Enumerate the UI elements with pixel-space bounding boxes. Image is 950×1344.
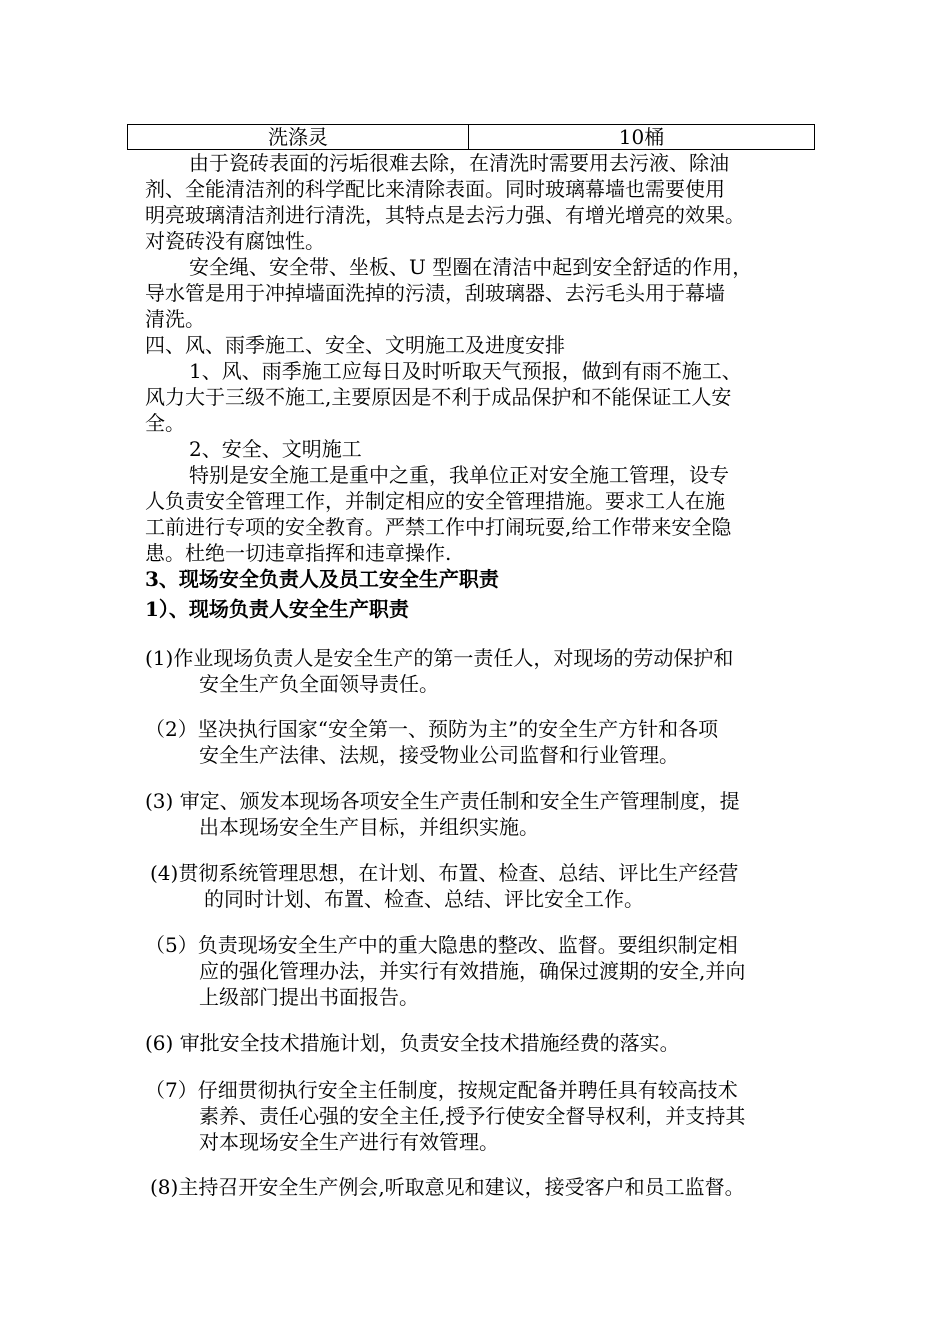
paragraph-line: 清洗。 xyxy=(145,307,205,331)
list-item-line: 应的强化管理办法，并实行有效措施，确保过渡期的安全,并向 xyxy=(199,959,746,983)
list-item-line: 素养、责任心强的安全主任,授予行使安全督导权利，并支持其 xyxy=(199,1104,746,1128)
list-item-line: （2）坚决执行国家“安全第一、预防为主”的安全生产方针和各项 xyxy=(145,717,719,741)
paragraph-line: 明亮玻璃清洁剂进行清洗，其特点是去污力强、有增光增亮的效果。 xyxy=(145,203,745,227)
list-item-line: （7）仔细贯彻执行安全主任制度，按规定配备并聘任具有较高技术 xyxy=(145,1078,738,1102)
paragraph-line: 安全绳、安全带、坐板、U 型圈在清洁中起到安全舒适的作用， xyxy=(189,255,753,279)
table-row xyxy=(128,125,815,150)
list-item-line: (4)贯彻系统管理思想，在计划、布置、检查、总结、评比生产经营 xyxy=(150,861,739,885)
paragraph-line: 剂、全能清洁剂的科学配比来清除表面。同时玻璃幕墙也需要使用 xyxy=(145,177,725,201)
list-item-line: (3) 审定、颁发本现场各项安全生产责任制和安全生产管理制度，提 xyxy=(145,789,740,813)
paragraph-line: 由于瓷砖表面的污垢很难去除，在清洗时需要用去污液、除油 xyxy=(189,151,729,175)
list-item xyxy=(145,1077,835,1155)
list-item-line: (8)主持召开安全生产例会,听取意见和建议，接受客户和员工监督。 xyxy=(150,1175,745,1199)
materials-table xyxy=(127,124,815,150)
list-item xyxy=(150,860,840,912)
section-heading: 3、现场安全负责人及员工安全生产职责 xyxy=(145,567,499,591)
paragraph-line: 全。 xyxy=(145,411,185,435)
paragraph-line: 对瓷砖没有腐蚀性。 xyxy=(145,229,325,253)
paragraph-line: 人负责安全管理工作，并制定相应的安全管理措施。要求工人在施 xyxy=(145,489,725,513)
list-item-line: 安全生产法律、法规，接受物业公司监督和行业管理。 xyxy=(199,743,679,767)
list-item-line: 出本现场安全生产目标，并组织实施。 xyxy=(199,815,539,839)
list-item xyxy=(150,1174,840,1200)
subsection-heading: 2、安全、文明施工 xyxy=(189,437,362,461)
list-item-line: (1)作业现场负责人是安全生产的第一责任人，对现场的劳动保护和 xyxy=(145,646,734,670)
paragraph-line: 工前进行专项的安全教育。严禁工作中打闹玩耍,给工作带来安全隐 xyxy=(145,515,732,539)
list-item-line: 上级部门提出书面报告。 xyxy=(199,985,419,1009)
paragraph-line: 1、风、雨季施工应每日及时听取天气预报，做到有雨不施工、 xyxy=(189,359,742,383)
list-item xyxy=(145,932,835,1010)
paragraph-line: 特别是安全施工是重中之重，我单位正对安全施工管理，设专 xyxy=(189,463,729,487)
list-item xyxy=(145,716,835,768)
paragraph-line: 导水管是用于冲掉墙面洗掉的污渍，刮玻璃器、去污毛头用于幕墙 xyxy=(145,281,725,305)
table-cell-item: 洗涤灵 xyxy=(128,125,469,150)
section-heading: 四、风、雨季施工、安全、文明施工及进度安排 xyxy=(145,333,565,357)
list-item xyxy=(145,788,835,840)
paragraph-line: 风力大于三级不施工,主要原因是不利于成品保护和不能保证工人安 xyxy=(145,385,732,409)
table-cell-quantity: 10桶 xyxy=(469,125,815,150)
paragraph-line: 患。杜绝一切违章指挥和违章操作. xyxy=(145,541,452,565)
list-item-line: (6) 审批安全技术措施计划，负责安全技术措施经费的落实。 xyxy=(145,1031,680,1055)
body-text xyxy=(145,150,825,592)
list-item-line: （5）负责现场安全生产中的重大隐患的整改、监督。要组织制定相 xyxy=(145,933,738,957)
list-item-line: 安全生产负全面领导责任。 xyxy=(199,672,439,696)
list-item-line: 对本现场安全生产进行有效管理。 xyxy=(199,1130,499,1154)
list-item-line: 的同时计划、布置、检查、总结、评比安全工作。 xyxy=(204,887,644,911)
list-item xyxy=(145,1030,835,1056)
subheading: 1）、现场负责人安全生产职责 xyxy=(145,597,409,621)
list-item xyxy=(145,645,835,697)
